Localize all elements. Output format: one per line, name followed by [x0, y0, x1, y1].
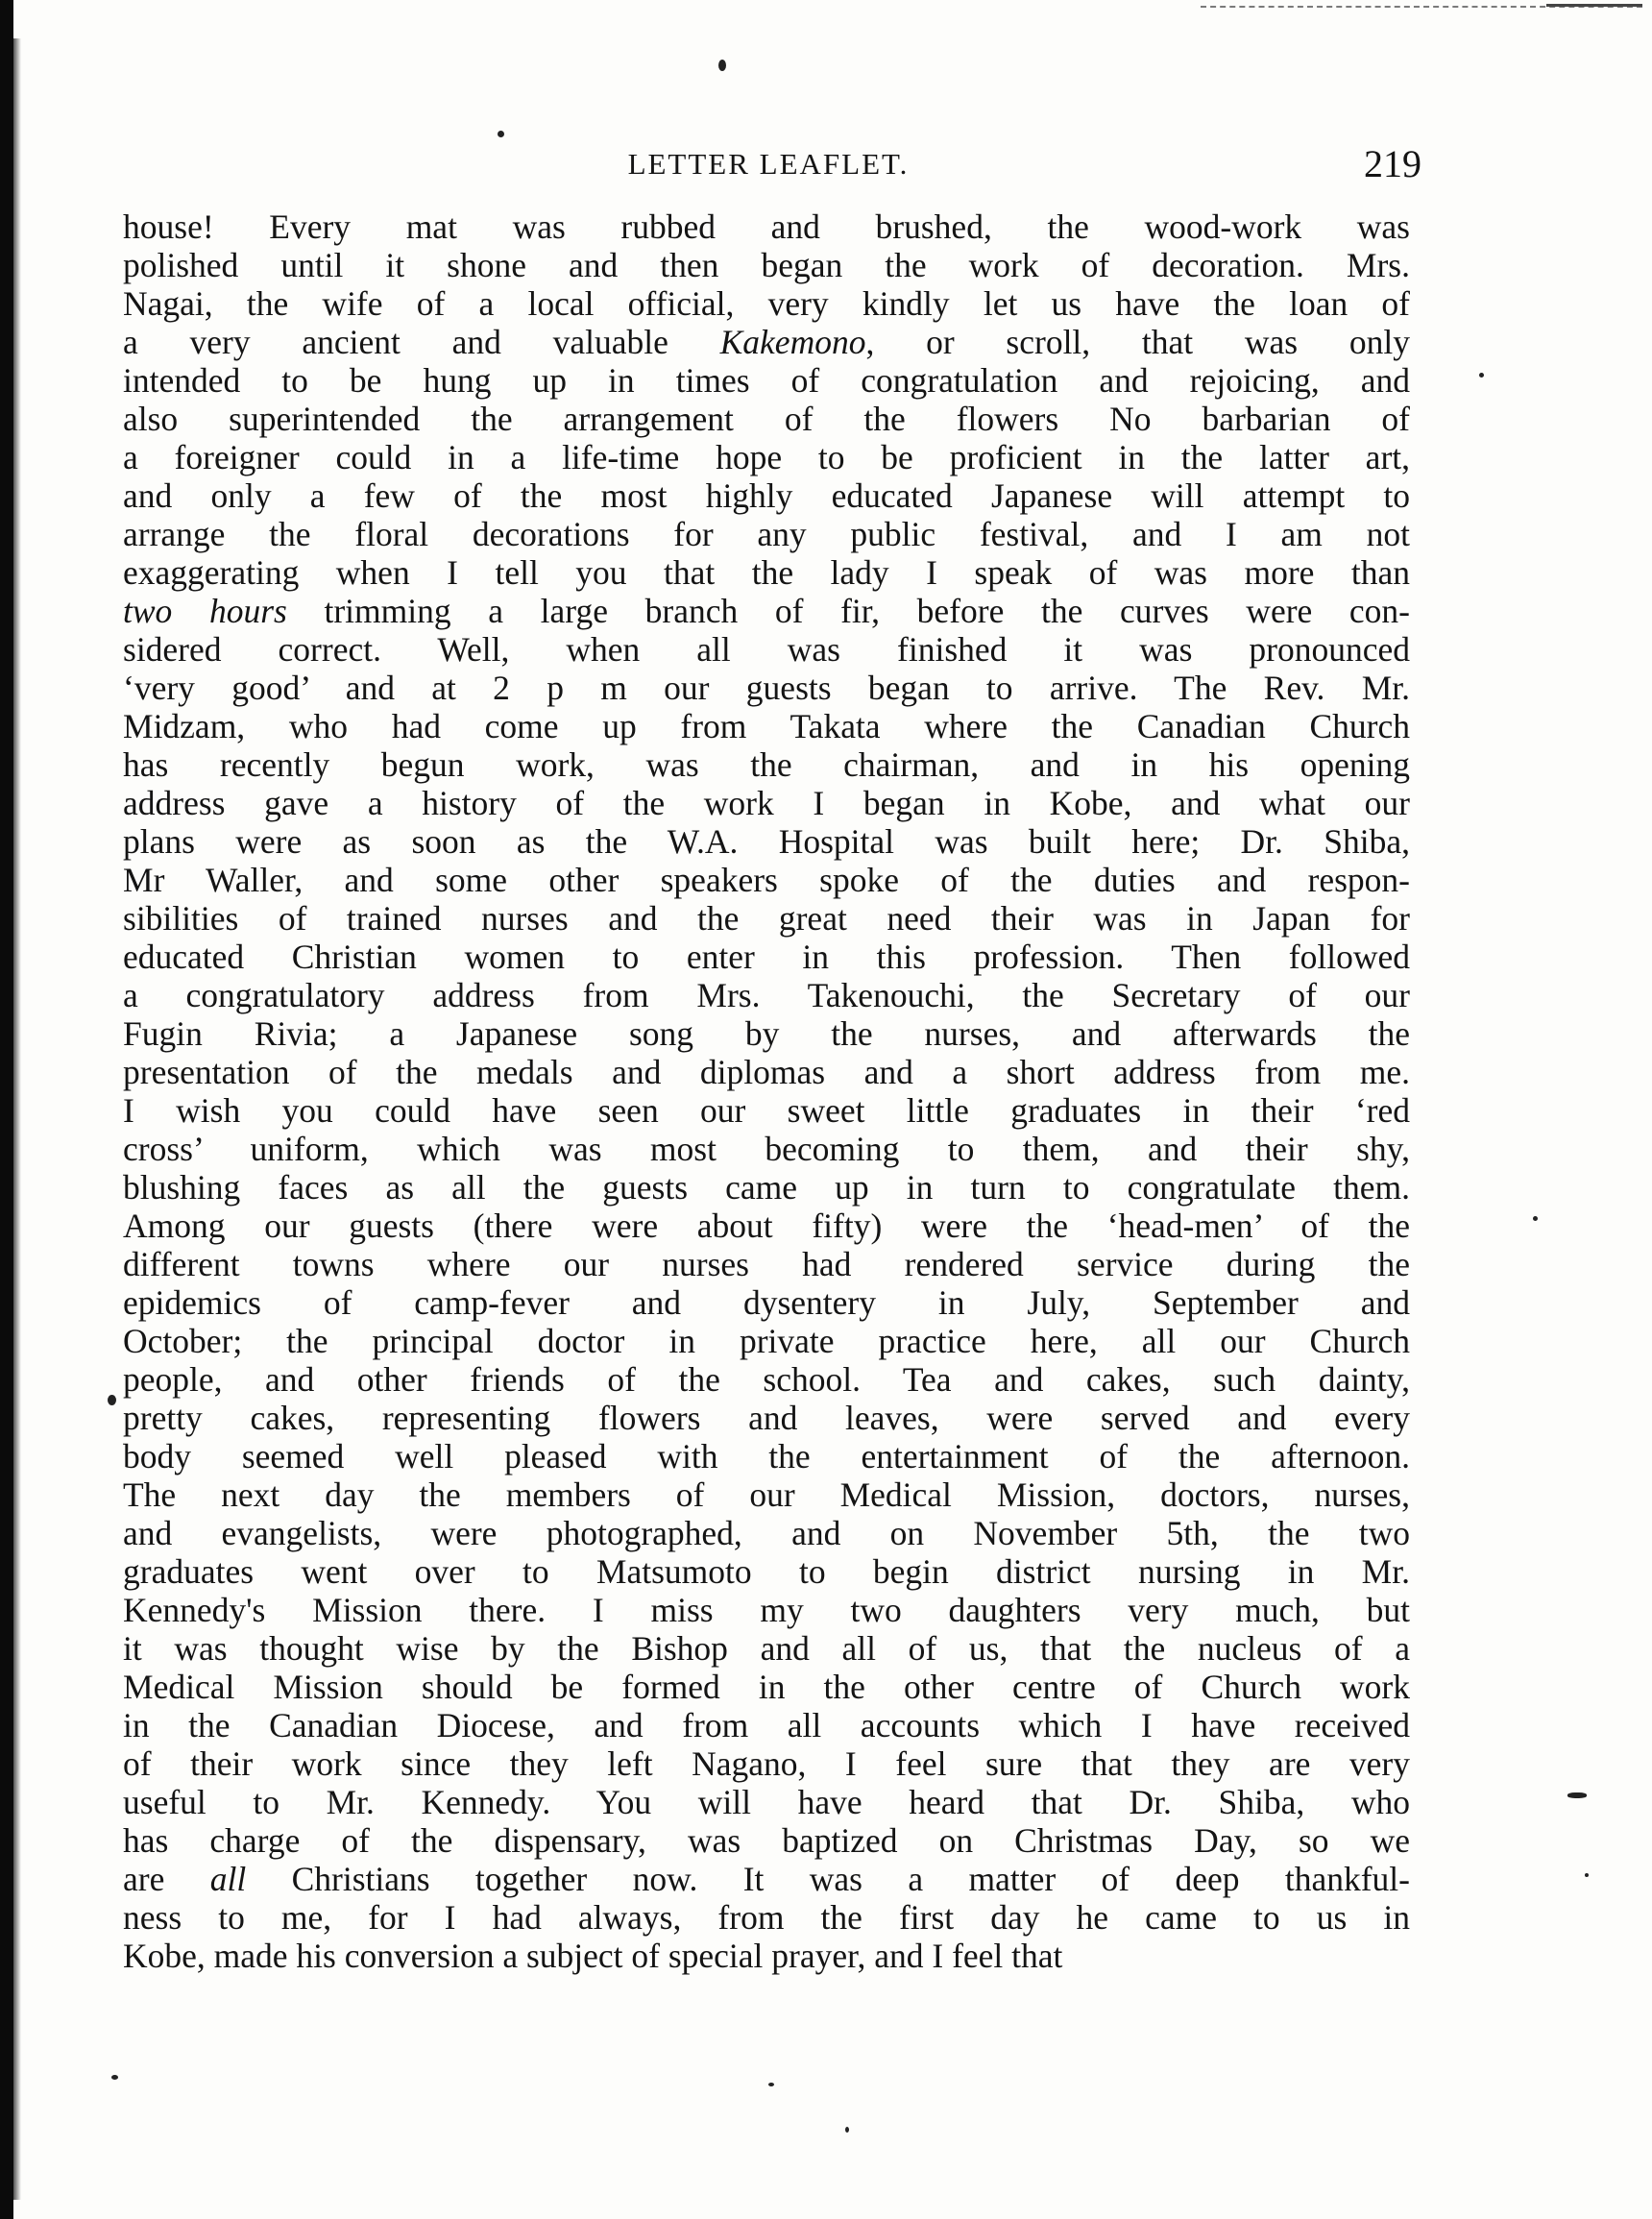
italic-run: Kakemono	[719, 323, 866, 361]
text-run: address gave a history of the work I began in Kobe, and what our	[123, 784, 1410, 822]
text-run: cross’ uniform, which was most becoming to them, and their shy,	[123, 1130, 1410, 1168]
text-run: Christians together now. It was a matter of deep thankful-	[246, 1860, 1410, 1898]
page-number: 219	[1364, 142, 1421, 185]
text-line	[123, 1898, 1410, 1937]
italic-run: all	[209, 1860, 247, 1898]
text-run: body seemed well pleased with the entertainment of the afternoon.	[123, 1437, 1410, 1475]
text-run: different towns where our nurses had rendered service during the	[123, 1245, 1410, 1283]
text-line	[123, 323, 1410, 361]
text-line	[123, 899, 1410, 938]
text-run: Medical Mission should be formed in the other centre of Church work	[123, 1668, 1410, 1706]
text-run: ‘very good’ and at 2 p m our guests began to arrive. The Rev. Mr.	[123, 669, 1410, 707]
text-line	[123, 476, 1410, 515]
text-line	[123, 284, 1410, 323]
text-line	[123, 1783, 1410, 1821]
text-line	[123, 438, 1410, 476]
letter-body-text	[123, 207, 1410, 1975]
text-run: house! Every mat was rubbed and brushed, the wood-work was	[123, 207, 1410, 246]
text-line	[123, 630, 1410, 669]
text-run: Kobe, made his conversion a subject of special prayer, and I feel that	[123, 1937, 1063, 1975]
text-run: The next day the members of our Medical Mission, doctors, nurses,	[123, 1475, 1410, 1514]
ink-speck	[498, 131, 504, 137]
text-line	[123, 1207, 1410, 1245]
text-run: polished until it shone and then began the work of decoration. Mrs.	[123, 246, 1410, 284]
text-line	[123, 1860, 1410, 1898]
running-head: LETTER LEAFLET.	[627, 147, 910, 181]
text-run: blushing faces as all the guests came up in turn to congratulate them.	[123, 1168, 1410, 1207]
text-run: graduates went over to Matsumoto to begin district nursing in Mr.	[123, 1552, 1410, 1591]
text-run: has charge of the dispensary, was baptized on Christmas Day, so we	[123, 1821, 1410, 1860]
text-run: also superintended the arrangement of the flowers No barbarian of	[123, 400, 1410, 438]
text-line	[123, 1475, 1410, 1514]
text-line	[123, 745, 1410, 784]
ink-speck	[1479, 373, 1484, 378]
text-run: in the Canadian Diocese, and from all accounts which I have received	[123, 1706, 1410, 1744]
text-line	[123, 1514, 1410, 1552]
text-line	[123, 1130, 1410, 1168]
text-run: of their work since they left Nagano, I feel sure that they are very	[123, 1744, 1410, 1783]
text-line	[123, 822, 1410, 861]
text-line	[123, 1744, 1410, 1783]
text-run: Kennedy's Mission there. I miss my two daughters very much, but	[123, 1591, 1410, 1629]
text-run: Fugin Rivia; a Japanese song by the nurses, and afterwards the	[123, 1014, 1410, 1053]
text-line	[123, 1091, 1410, 1130]
binding-edge	[0, 0, 13, 2219]
text-run: , or scroll, that was only	[865, 323, 1410, 361]
text-run: Midzam, who had come up from Takata where the Canadian Church	[123, 707, 1410, 745]
text-line	[123, 1014, 1410, 1053]
binding-shadow	[13, 38, 21, 2200]
text-line	[123, 553, 1410, 592]
text-run: epidemics of camp-fever and dysentery in July, September and	[123, 1283, 1410, 1322]
ink-speck	[768, 2083, 774, 2086]
text-run: October; the principal doctor in private practice here, all our Church	[123, 1322, 1410, 1360]
text-run: a congratulatory address from Mrs. Takenouchi, the Secretary of our	[123, 976, 1410, 1014]
text-line	[123, 1322, 1410, 1360]
text-run: intended to be hung up in times of congratulation and rejoicing, and	[123, 361, 1410, 400]
text-run: educated Christian women to enter in this profession. Then followed	[123, 938, 1410, 976]
page-header	[115, 144, 1421, 192]
text-line	[123, 1591, 1410, 1629]
text-run: trimming a large branch of fir, before the curves were con-	[286, 592, 1410, 630]
text-run: are	[123, 1860, 210, 1898]
text-run: sidered correct. Well, when all was finished it was pronounced	[123, 630, 1410, 669]
text-line	[123, 1283, 1410, 1322]
text-run: has recently begun work, was the chairman, and in his opening	[123, 745, 1410, 784]
text-line	[123, 515, 1410, 553]
text-line	[123, 976, 1410, 1014]
text-run: a foreigner could in a life-time hope to be proficient in the latter art,	[123, 438, 1410, 476]
text-run: Among our guests (there were about fifty) were the ‘head-men’ of the	[123, 1207, 1410, 1245]
text-run: exaggerating when I tell you that the lady I speak of was more than	[123, 553, 1410, 592]
ink-speck	[108, 1395, 116, 1405]
ink-speck	[1533, 1216, 1538, 1221]
ink-speck	[1567, 1792, 1587, 1798]
text-line	[123, 1437, 1410, 1475]
ink-speck	[718, 60, 726, 71]
text-line	[123, 1937, 1410, 1975]
text-line	[123, 1360, 1410, 1399]
text-run: Mr Waller, and some other speakers spoke of the duties and respon-	[123, 861, 1410, 899]
text-run: people, and other friends of the school. Tea and cakes, such dainty,	[123, 1360, 1410, 1399]
text-line	[123, 246, 1410, 284]
ink-speck	[1585, 1873, 1589, 1877]
text-line	[123, 207, 1410, 246]
text-line	[123, 592, 1410, 630]
text-run: useful to Mr. Kennedy. You will have heard that Dr. Shiba, who	[123, 1783, 1410, 1821]
text-run: ness to me, for I had always, from the first day he came to us in	[123, 1898, 1410, 1937]
text-line	[123, 1399, 1410, 1437]
text-line	[123, 1706, 1410, 1744]
text-run: presentation of the medals and diplomas and a short address from me.	[123, 1053, 1410, 1091]
text-run: I wish you could have seen our sweet little graduates in their ‘red	[123, 1091, 1410, 1130]
text-line	[123, 400, 1410, 438]
text-line	[123, 361, 1410, 400]
italic-run: two hours	[123, 592, 287, 630]
text-run: Nagai, the wife of a local official, very kindly let us have the loan of	[123, 284, 1410, 323]
text-run: sibilities of trained nurses and the great need their was in Japan for	[123, 899, 1410, 938]
text-line	[123, 1053, 1410, 1091]
text-line	[123, 1168, 1410, 1207]
top-rule-mark	[1546, 4, 1642, 7]
text-line	[123, 861, 1410, 899]
text-line	[123, 1821, 1410, 1860]
text-line	[123, 938, 1410, 976]
text-line	[123, 707, 1410, 745]
text-line	[123, 1668, 1410, 1706]
text-line	[123, 784, 1410, 822]
ink-speck	[111, 2075, 118, 2080]
text-line	[123, 1552, 1410, 1591]
text-run: and only a few of the most highly educated Japanese will attempt to	[123, 476, 1410, 515]
text-run: and evangelists, were photographed, and on November 5th, the two	[123, 1514, 1410, 1552]
text-run: arrange the floral decorations for any public festival, and I am not	[123, 515, 1410, 553]
text-line	[123, 1245, 1410, 1283]
text-run: plans were as soon as the W.A. Hospital was built here; Dr. Shiba,	[123, 822, 1410, 861]
text-line	[123, 1629, 1410, 1668]
text-run: it was thought wise by the Bishop and all of us, that the nucleus of a	[123, 1629, 1410, 1668]
text-line	[123, 669, 1410, 707]
ink-speck	[845, 2127, 849, 2133]
text-run: a very ancient and valuable	[123, 323, 720, 361]
text-run: pretty cakes, representing flowers and leaves, were served and every	[123, 1399, 1410, 1437]
